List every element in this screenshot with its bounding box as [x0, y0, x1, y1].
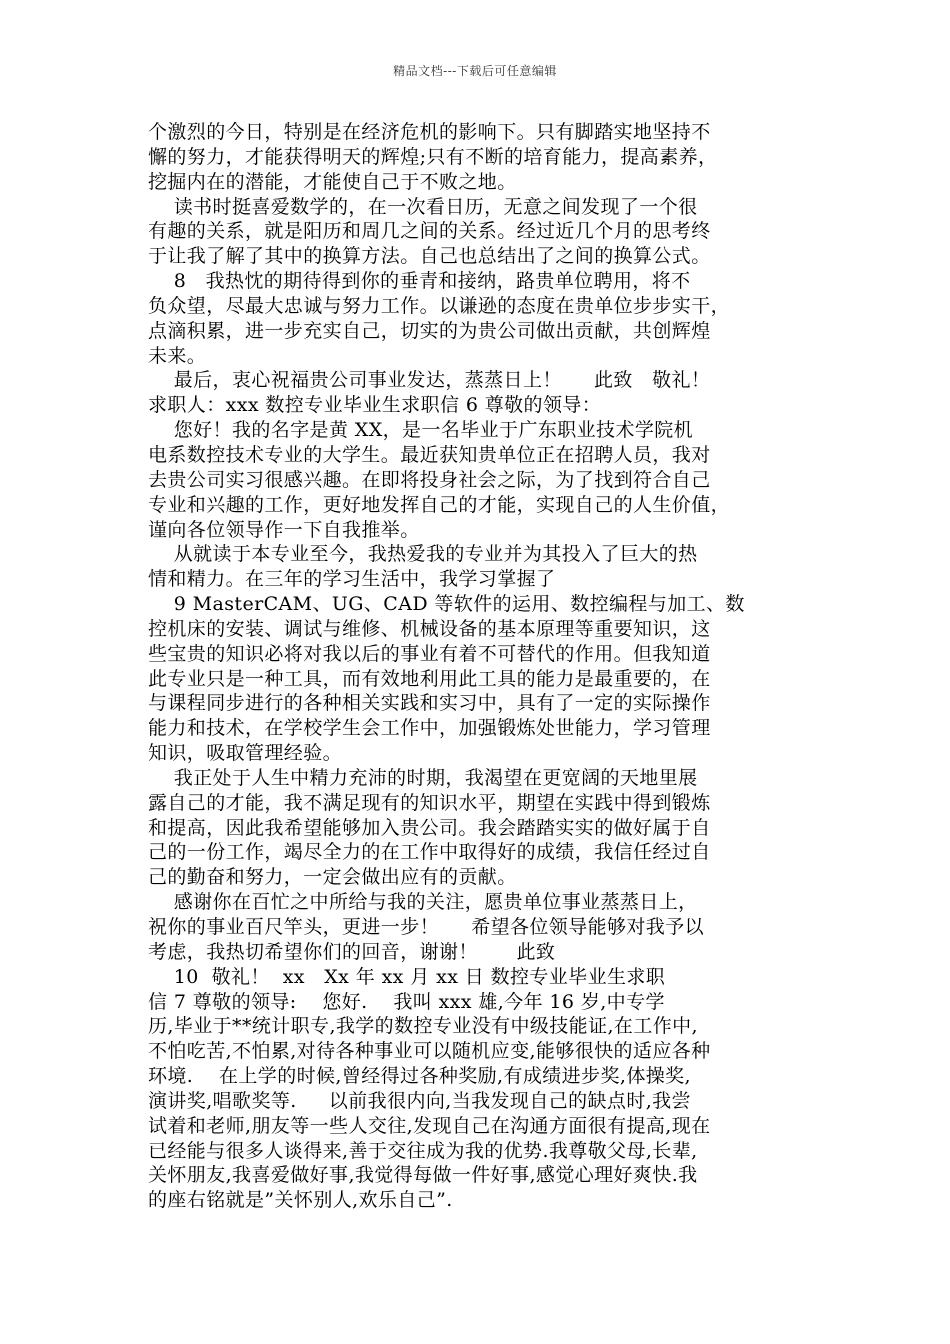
- body-text-line: 不怕吃苦,不怕累,对待各种事业可以随机应变,能够很快的适应各种: [148, 1040, 711, 1063]
- body-text-line: 己的一份工作，竭尽全力的在工作中取得好的成绩，我信任经过自: [148, 841, 711, 864]
- body-text-line: 的座右铭就是”关怀别人,欢乐自己”.: [148, 1189, 453, 1212]
- body-text-line: 我正处于人生中精力充沛的时期，我渴望在更宽阔的天地里展: [148, 766, 698, 789]
- body-text-line: 关怀朋友,我喜爱做好事,我觉得每做一件好事,感觉心理好爽快.我: [148, 1164, 698, 1187]
- body-text-line: 求职人：xxx 数控专业毕业生求职信 6 尊敬的领导：: [148, 394, 602, 417]
- body-text-line: 懈的努力，才能获得明天的辉煌;只有不断的培育能力，提高素养，: [148, 145, 718, 168]
- document-body: [148, 120, 808, 1213]
- body-text-line: 电系数控技术专业的大学生。最近获知贵单位正在招聘人员，我对: [148, 443, 711, 466]
- body-text-line: 8 我热忱的期待得到你的垂青和接纳，路贵单位聘用，将不: [148, 270, 691, 293]
- body-text-line: 专业和兴趣的工作，更好地发挥自己的才能，实现自己的人生价值，: [148, 493, 731, 516]
- body-text-line: 试着和老师,朋友等一些人交往,发现自己在沟通方面很有提高,现在: [148, 1114, 711, 1137]
- body-text-line: 和提高，因此我希望能够加入贵公司。我会踏踏实实的做好属于自: [148, 816, 711, 839]
- body-text-line: 环境. 在上学的时候,曾经得过各种奖励,有成绩进步奖,体操奖,: [148, 1065, 691, 1088]
- body-text-line: 历,毕业于**统计职专,我学的数控专业没有中级技能证,在工作中,: [148, 1015, 698, 1038]
- body-text-line: 点滴积累，进一步充实自己，切实的为贵公司做出贡献，共创辉煌: [148, 319, 711, 342]
- body-text-line: 能力和技术，在学校学生会工作中，加强锻炼处世能力，学习管理: [148, 717, 711, 740]
- body-text-line: 最后，衷心祝福贵公司事业发达，蒸蒸日上！ 此致 敬礼！: [148, 369, 711, 392]
- body-text-line: 于让我了解了其中的换算方法。自己也总结出了之间的换算公式。: [148, 245, 711, 268]
- body-text-line: 考虑，我热切希望你们的回音，谢谢！ 此致: [148, 940, 556, 963]
- body-text-line: 信 7 尊敬的领导: 您好. 我叫 xxx 雄,今年 16 岁,中专学: [148, 990, 665, 1013]
- body-text-line: 与课程同步进行的各种相关实践和实习中，具有了一定的实际操作: [148, 692, 711, 715]
- body-text-line: 此专业只是一种工具，而有效地利用此工具的能力是最重要的，在: [148, 667, 711, 690]
- body-text-line: 有趣的关系，就是阳历和周几之间的关系。经过近几个月的思考终: [148, 220, 711, 243]
- body-text-line: 挖掘内在的潜能，才能使自己于不败之地。: [148, 170, 517, 193]
- body-text-line: 知识，吸取管理经验。: [148, 742, 343, 765]
- body-text-line: 感谢你在百忙之中所给与我的关注，愿贵单位事业蒸蒸日上，: [148, 891, 698, 914]
- body-text-line: 祝你的事业百尺竿头，更进一步！ 希望各位领导能够对我予以: [148, 916, 704, 938]
- body-text-line: 个激烈的今日，特别是在经济危机的影响下。只有脚踏实地坚持不: [148, 121, 711, 143]
- body-text-line: 露自己的才能，我不满足现有的知识水平，期望在实践中得到锻炼: [148, 791, 711, 814]
- body-text-line: 9 MasterCAM、UG、CAD 等软件的运用、数控编程与加工、数: [148, 593, 745, 616]
- body-text-line: 从就读于本专业至今，我热爱我的专业并为其投入了巨大的热: [148, 543, 698, 566]
- body-text-line: 己的勤奋和努力，一定会做出应有的贡献。: [148, 866, 517, 889]
- body-text-line: 已经能与很多人谈得来,善于交往成为我的优势.我尊敬父母,长辈,: [148, 1139, 698, 1162]
- body-text-line: 去贵公司实习很感兴趣。在即将投身社会之际，为了找到符合自己: [148, 468, 711, 491]
- body-text-line: 您好！我的名字是黄 XX，是一名毕业于广东职业技术学院机: [148, 419, 694, 442]
- body-text-line: 些宝贵的知识必将对我以后的事业有着不可替代的作用。但我知道: [148, 642, 711, 665]
- body-text-line: 演讲奖,唱歌奖等. 以前我很内向,当我发现自己的缺点时,我尝: [148, 1089, 691, 1112]
- body-text-line: 谨向各位领导作一下自我推举。: [148, 518, 420, 541]
- body-text-line: 未来。: [148, 344, 207, 367]
- body-text-line: 控机床的安装、调试与维修、机械设备的基本原理等重要知识，这: [148, 617, 711, 640]
- body-text-line: 负众望，尽最大忠诚与努力工作。以谦逊的态度在贵单位步步实干，: [148, 294, 731, 317]
- page-header-note: 精品文档---下载后可任意编辑: [393, 64, 557, 78]
- body-text-line: 10 敬礼！ xx Xx 年 xx 月 xx 日 数控专业毕业生求职: [148, 965, 666, 988]
- body-text-line: 读书时挺喜爱数学的，在一次看日历，无意之间发现了一个很: [148, 195, 698, 218]
- body-text-line: 情和精力。在三年的学习生活中，我学习掌握了: [148, 568, 556, 591]
